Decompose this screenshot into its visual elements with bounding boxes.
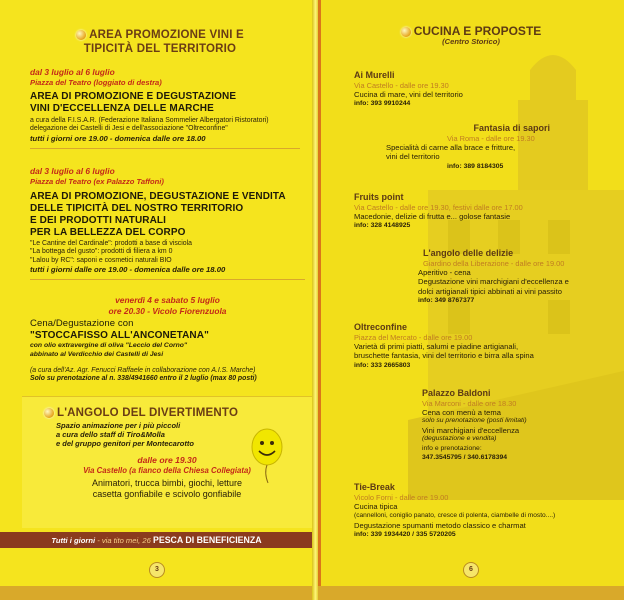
event-wine — [30, 67, 300, 153]
restaurant-hours: Vicolo Forni - dalle ore 19.00 — [354, 493, 449, 502]
restaurant-fruits-point — [354, 192, 614, 230]
area-title-line1: AREA PROMOZIONE VINI E — [89, 29, 244, 41]
restaurant-ai-murelli — [354, 70, 604, 108]
fun-title — [22, 406, 312, 420]
restaurant-name: Ai Murelli — [354, 70, 395, 80]
event-typical — [30, 166, 305, 284]
fun-line: e del gruppo genitori per Montecarotto — [56, 438, 194, 448]
right-panel — [318, 0, 624, 600]
restaurant-info: info: 328 4148925 — [354, 222, 411, 230]
event-note: a cura della F.I.S.A.R. (Federazione Italiana Sommelier Albergatori Ristoratori) — [30, 117, 269, 124]
banner-title: PESCA DI BENEFICIENZA — [152, 535, 262, 545]
restaurant-desc: Cucina di mare, vini del territorio — [354, 90, 463, 99]
fun-activity: casetta gonfiabile e scivolo gonfiabile — [92, 489, 242, 500]
event-stoccafisso — [30, 295, 305, 384]
event-hours: tutti i giorni ore 19.00 - domenica dalle ore 18.00 — [30, 133, 206, 143]
restaurant-hours: Via Roma - dalle ore 19.30 — [447, 134, 535, 143]
page-number: 3 — [149, 562, 165, 578]
fun-line: a cura dello staff di Tiro&Molla — [56, 429, 165, 439]
fun-place: Via Castello (a fianco della Chiesa Collegiata) — [83, 465, 251, 475]
event-title: PER LA BELLEZZA DEL CORPO — [30, 227, 186, 238]
restaurant-hours: Via Castello - dalle ore 19.30, festivi dalle ore 17.00 — [354, 203, 523, 212]
event-title: AREA DI PROMOZIONE E DEGUSTAZIONE — [30, 91, 237, 102]
restaurant-desc: Cena con menù a tema — [422, 408, 501, 417]
restaurant-hours: Giardino della Liberazione - dalle ore 19.00 — [423, 259, 565, 268]
event-title: E DEI PRODOTTI NATURALI — [30, 215, 167, 226]
smiley-balloon-icon — [248, 425, 286, 485]
event-note: "Lalou by RC": saponi e cosmetici naturali BIO — [30, 256, 172, 264]
restaurant-info: info: 339 1934420 / 335 5720205 — [354, 531, 456, 539]
restaurant-info: info e prenotazione: — [422, 444, 482, 452]
restaurant-desc: Macedonie, delizie di frutta e... golose fantasie — [354, 212, 511, 221]
event-dates: dal 3 luglio al 6 luglio — [30, 67, 115, 77]
banner-street: - via tito mei, 26 — [97, 536, 151, 545]
restaurant-name: Oltreconfine — [354, 322, 408, 332]
restaurant-tie-break — [354, 482, 619, 539]
fun-time: dalle ore 19.30 — [137, 455, 197, 466]
banner-pesca — [0, 532, 313, 548]
event-place: Piazza del Teatro (ex Palazzo Taffoni) — [30, 176, 164, 186]
event-hours: tutti i giorni dalle ore 19.00 - domenica dalle ore 18.00 — [30, 264, 226, 274]
restaurant-info: info: 333 2665803 — [354, 361, 411, 369]
event-place: Piazza del Teatro (loggiato di destra) — [30, 77, 162, 87]
area-title-line2: TIPICITÀ DEL TERRITORIO — [83, 43, 237, 55]
restaurant-desc: Vini marchigiani d'eccellenza — [422, 425, 520, 435]
page-number: 6 — [463, 562, 479, 578]
bulb-icon — [76, 30, 86, 40]
restaurant-info: info: 393 9910244 — [354, 100, 411, 108]
bulb-icon — [44, 408, 54, 418]
event-title: DELLE TIPICITÀ DEL NOSTRO TERRITORIO — [30, 203, 244, 214]
event-title: VINI D'ECCELLENZA DELLE MARCHE — [30, 103, 214, 114]
restaurant-desc: Degustazione spumanti metodo classico e charmat — [354, 520, 526, 530]
event-title: Cena/Degustazione con — [30, 318, 134, 329]
fun-title-text: L'ANGOLO DEL DIVERTIMENTO — [57, 407, 239, 419]
restaurant-note: solo su prenotazione (posti limitati) — [422, 417, 527, 425]
restaurant-phones: 347.3545795 / 340.6178394 — [422, 453, 508, 461]
event-note: "Le Cantine del Cardinale": prodotti a base di visciola — [30, 240, 192, 247]
fun-corner — [22, 396, 312, 528]
restaurant-hours: Via Marconi - dalle ore 18.30 — [422, 399, 517, 408]
restaurant-hours: Via Castello - dalle ore 19.30 — [354, 81, 449, 90]
area-title — [20, 28, 300, 56]
event-dates: dal 3 luglio al 6 luglio — [30, 166, 115, 176]
divider — [30, 279, 305, 280]
event-note: (a cura dell'Az. Agr. Fenucci Raffaele in collaborazione con A.I.S. Marche) — [30, 367, 256, 374]
event-dates: venerdì 4 e sabato 5 luglio — [115, 295, 220, 305]
restaurant-fantasia — [386, 123, 602, 171]
restaurant-name: Tie-Break — [354, 482, 395, 492]
bottom-strip — [318, 586, 624, 600]
restaurant-desc: Degustazione vini marchigiani d'eccellenza e — [418, 277, 569, 287]
cucina-title — [318, 24, 624, 38]
restaurant-name: Palazzo Baldoni — [422, 388, 491, 398]
cucina-title-text: CUCINA E PROPOSTE — [413, 24, 542, 38]
fun-line: Spazio animazione per i più piccoli — [56, 421, 181, 430]
event-note: con olio extravergine di oliva "Leccio del Corno" — [30, 342, 188, 349]
restaurant-desc: dolci artigianali tipici abbinati ai vini passito — [418, 286, 562, 296]
divider — [30, 148, 300, 149]
restaurant-name: L'angolo delle delizie — [423, 248, 514, 258]
restaurant-oltreconfine — [354, 322, 619, 370]
restaurant-desc: Cucina tipica — [354, 502, 398, 511]
bulb-icon — [401, 27, 411, 37]
cucina-subtitle: (Centro Storico) — [442, 37, 500, 46]
restaurant-angolo-delizie — [418, 248, 608, 305]
fun-activity: Animatori, trucca bimbi, giochi, letture — [91, 478, 243, 489]
restaurant-palazzo-baldoni — [408, 388, 598, 462]
restaurant-desc: vini del territorio — [386, 152, 440, 162]
cucina-header — [318, 24, 624, 47]
restaurant-hours: Piazza del Mercato - dalle ore 19.00 — [354, 333, 473, 342]
restaurant-info: info: 349 8767377 — [418, 297, 475, 305]
restaurant-note: (degustazione e vendita) — [422, 435, 497, 443]
event-title: AREA DI PROMOZIONE, DEGUSTAZIONE E VENDITA — [30, 191, 286, 202]
restaurant-info: info: 389 8184305 — [447, 162, 504, 170]
event-note: abbinato al Verdicchio dei Castelli di Jesi — [30, 350, 164, 358]
event-time: ore 20.30 - Vicolo Fiorenzuola — [108, 305, 227, 316]
restaurant-name: Fruits point — [354, 192, 404, 202]
bottom-strip — [0, 586, 313, 600]
event-note: delegazione dei Castelli di Jesi e dell'associazione "Oltreconfine" — [30, 125, 228, 133]
restaurant-desc: Specialità di carne alla brace e fritture, — [386, 143, 516, 152]
event-booking: Solo su prenotazione al n. 338/4941660 entro il 2 luglio (max 80 posti) — [30, 375, 257, 383]
red-edge — [318, 0, 321, 600]
restaurant-desc: Aperitivo - cena — [418, 268, 471, 277]
banner-days: Tutti i giorni — [51, 536, 96, 545]
restaurant-desc: Varietà di primi piatti, salumi e piadine artigianali, — [354, 342, 519, 351]
restaurant-desc: (cannelloni, coniglio panato, cresce di polenta, ciambelle di mosto....) — [354, 512, 556, 520]
restaurant-desc: bruschette fantasia, vini del territorio e birra alla spina — [354, 351, 534, 361]
event-title: "STOCCAFISSO ALL'ANCONETANA" — [30, 330, 209, 341]
restaurant-name: Fantasia di sapori — [473, 123, 550, 133]
event-note: "La bottega del gusto": prodotti di filiera a km 0 — [30, 248, 173, 256]
